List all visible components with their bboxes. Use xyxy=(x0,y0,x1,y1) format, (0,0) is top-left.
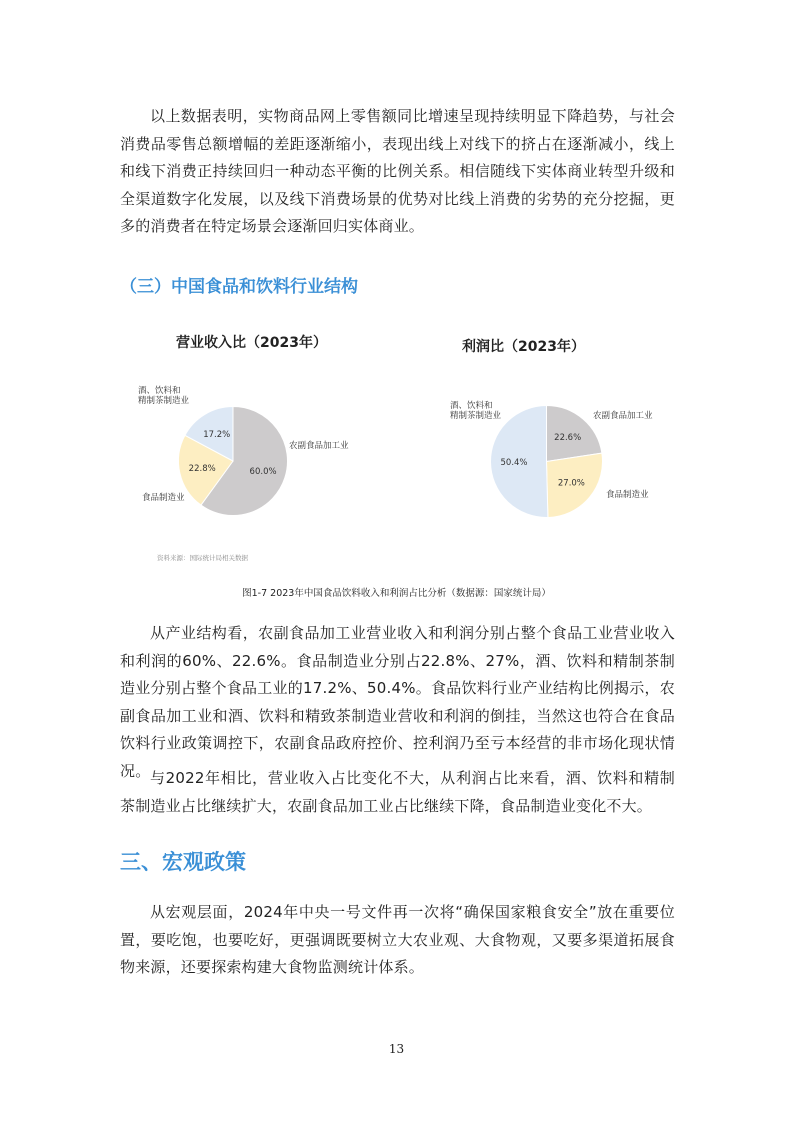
pie-value-label-agri: 60.0% xyxy=(249,466,277,477)
subsection-heading: （三）中国食品和饮料行业结构 xyxy=(120,277,358,297)
profit-label-drinks-line2: 精制茶制造业 xyxy=(450,411,502,421)
pie-value-label-agri: 22.6% xyxy=(554,432,582,443)
revenue-label-drinks-line1: 酒、饮料和 xyxy=(138,386,181,396)
paragraph-macro-policy: 从宏观层面，2024年中央一号文件再一次将“确保国家粮食安全”放在重要位置，要吃饱，也要吃好，更强调既要树立大农业观、大食物观，又要多渠道拓展食物来源，还要探索构建大食物监测统计体系。 xyxy=(120,903,675,977)
profit-label-agri: 农副食品加工业 xyxy=(593,411,653,421)
page-number: 13 xyxy=(388,1042,405,1056)
pie-value-label-drinks: 17.2% xyxy=(203,429,231,440)
revenue-pie xyxy=(178,406,288,516)
revenue-label-food: 食品制造业 xyxy=(142,493,185,503)
pie-value-label-drinks: 50.4% xyxy=(500,457,528,468)
revenue-chart-title: 营业收入比（2023年） xyxy=(176,335,327,351)
profit-chart-title: 利润比（2023年） xyxy=(462,339,585,355)
profit-pie xyxy=(490,405,603,518)
figure-source-note: 资料来源：国际统计局相关数据 xyxy=(157,554,248,562)
profit-label-food: 食品制造业 xyxy=(606,490,649,500)
figure-caption: 图1-7 2023年中国食品饮料收入和利润占比分析（数据源：国家统计局） xyxy=(242,588,551,599)
paragraph-industry-structure: 从产业结构看，农副食品加工业营业收入和利润分别占整个食品工业营业收入和利润的60%、22.6%。食品制造业分别占22.8%、27%，酒、饮料和精制茶制造业分别占整个食品工业的17.2%、50.4%。食品饮料行业产业结构比例揭示，农副食品加工业和酒、饮料和精致茶制造业营收和利润的倒挂，当然这也符合在食品饮料行业政策调控下，农副食品政府控价、控利润乃至亏本经营的非市场化现状情况。 xyxy=(120,624,675,780)
section-heading: 三、宏观政策 xyxy=(120,850,246,874)
profit-label-drinks-line1: 酒、饮料和 xyxy=(450,401,493,411)
pie-value-label-food: 27.0% xyxy=(557,478,585,489)
revenue-label-drinks-line2: 精制茶制造业 xyxy=(138,396,190,406)
pie-value-label-food: 22.8% xyxy=(188,464,216,475)
paragraph-online-retail: 以上数据表明，实物商品网上零售额同比增速呈现持续明显下降趋势，与社会消费品零售总额增幅的差距逐渐缩小，表现出线上对线下的挤占在逐渐减小，线上和线下消费正持续回归一种动态平衡的比例关系。相信随线下实体商业转型升级和全渠道数字化发展，以及线下消费场景的优势对比线上消费的劣势的充分挖掘，更多的消费者在特定场景会逐渐回归实体商业。 xyxy=(120,107,675,236)
revenue-label-agri: 农副食品加工业 xyxy=(289,441,349,451)
paragraph-yoy-comparison: 与2022年相比，营业收入占比变化不大，从利润占比来看，酒、饮料和精制茶制造业占比继续扩大，农副食品加工业占比继续下降，食品制造业变化不大。 xyxy=(120,769,675,815)
